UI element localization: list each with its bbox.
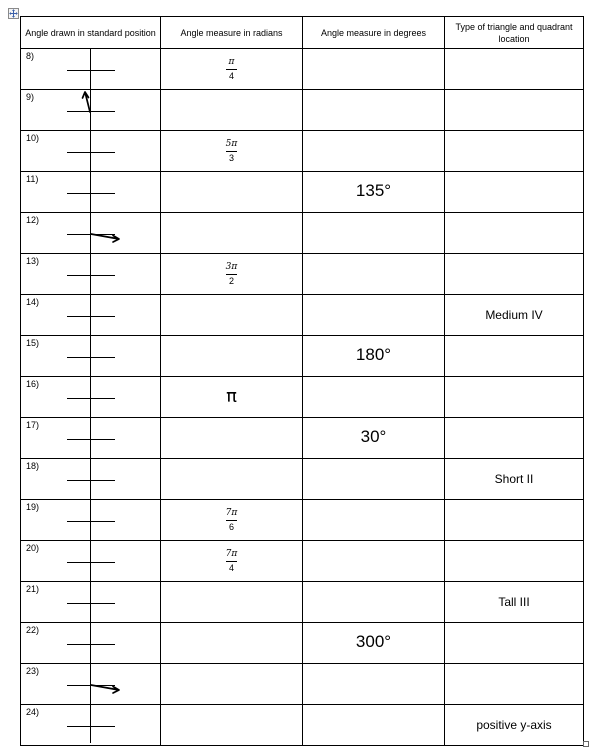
triangle-type-cell[interactable]	[445, 541, 584, 582]
radians-cell[interactable]	[161, 623, 303, 664]
table-row	[21, 131, 584, 172]
table-row	[21, 377, 584, 418]
fraction-numerator: 7π	[225, 549, 238, 559]
table-row	[21, 705, 584, 746]
table-row	[21, 172, 584, 213]
triangle-type-cell[interactable]	[445, 172, 584, 213]
table-row	[21, 418, 584, 459]
degrees-cell[interactable]	[303, 336, 445, 377]
triangle-type-cell[interactable]	[445, 459, 584, 500]
problem-number: 8)	[26, 51, 35, 61]
fraction-denominator: 6	[228, 522, 234, 532]
table-row	[21, 459, 584, 500]
initial-side-line	[67, 398, 115, 399]
vertical-axis-line	[90, 48, 91, 743]
degrees-cell[interactable]	[303, 254, 445, 295]
table-row	[21, 254, 584, 295]
problem-number: 14)	[26, 297, 40, 307]
triangle-type-cell[interactable]	[445, 295, 584, 336]
triangle-type-cell[interactable]	[445, 623, 584, 664]
problem-number: 10)	[26, 133, 40, 143]
degrees-cell[interactable]	[303, 541, 445, 582]
triangle-type-value: positive y-axis	[476, 718, 552, 732]
problem-number: 23)	[26, 666, 40, 676]
radians-cell[interactable]	[161, 49, 303, 90]
triangle-type-cell[interactable]	[445, 664, 584, 705]
initial-side-line	[67, 521, 115, 522]
fraction-numerator: 5π	[225, 139, 238, 149]
fraction-bar	[226, 274, 237, 275]
table-row	[21, 664, 584, 705]
problem-number: 11)	[26, 174, 39, 184]
triangle-type-cell[interactable]	[445, 254, 584, 295]
fraction-denominator: 3	[228, 153, 234, 163]
problem-number: 13)	[26, 256, 40, 266]
degrees-cell[interactable]	[303, 664, 445, 705]
degrees-cell[interactable]	[303, 213, 445, 254]
degrees-cell[interactable]	[303, 418, 445, 459]
triangle-type-cell[interactable]	[445, 90, 584, 131]
degrees-cell[interactable]	[303, 131, 445, 172]
initial-side-line	[67, 152, 115, 153]
table-row	[21, 500, 584, 541]
header-radians: Angle measure in radians	[161, 17, 303, 49]
problem-number: 18)	[26, 461, 40, 471]
degrees-cell[interactable]	[303, 49, 445, 90]
table-row	[21, 336, 584, 377]
problem-number: 22)	[26, 625, 40, 635]
radian-fraction	[161, 139, 302, 164]
triangle-type-value: Tall III	[498, 595, 530, 609]
initial-side-line	[67, 193, 115, 194]
radian-fraction	[161, 508, 302, 533]
triangle-type-cell[interactable]	[445, 49, 584, 90]
initial-side-line	[67, 562, 115, 563]
radians-cell[interactable]	[161, 582, 303, 623]
initial-side-line	[67, 726, 115, 727]
initial-side-line	[67, 439, 115, 440]
problem-number: 16)	[26, 379, 40, 389]
degrees-cell[interactable]	[303, 500, 445, 541]
degrees-cell[interactable]	[303, 623, 445, 664]
radians-cell[interactable]	[161, 377, 303, 418]
fraction-denominator: 4	[228, 71, 234, 81]
initial-side-line	[67, 357, 115, 358]
triangle-type-cell[interactable]	[445, 377, 584, 418]
fraction-bar	[226, 520, 237, 521]
radians-cell[interactable]	[161, 705, 303, 746]
problem-number: 19)	[26, 502, 40, 512]
fraction-denominator: 4	[228, 563, 234, 573]
triangle-type-cell[interactable]	[445, 336, 584, 377]
degrees-cell[interactable]	[303, 705, 445, 746]
problem-number: 12)	[26, 215, 40, 225]
table-row	[21, 49, 584, 90]
radians-cell[interactable]	[161, 459, 303, 500]
problem-number: 21)	[26, 584, 40, 594]
radian-value: π	[226, 386, 237, 407]
triangle-type-cell[interactable]	[445, 582, 584, 623]
initial-side-line	[67, 603, 115, 604]
initial-side-line	[67, 480, 115, 481]
table-row	[21, 295, 584, 336]
problem-number: 20)	[26, 543, 40, 553]
triangle-type-value: Short II	[494, 472, 534, 486]
triangle-type-cell[interactable]	[445, 418, 584, 459]
triangle-type-cell[interactable]	[445, 213, 584, 254]
radians-cell[interactable]	[161, 418, 303, 459]
table-row	[21, 582, 584, 623]
header-angle-drawn: Angle drawn in standard position	[21, 17, 161, 49]
radian-fraction	[161, 57, 302, 82]
header-triangle-type: Type of triangle and quadrant location	[445, 17, 584, 49]
radian-fraction	[161, 549, 302, 574]
fraction-denominator: 2	[228, 276, 234, 286]
problem-number: 9)	[26, 92, 35, 102]
fraction-bar	[226, 69, 237, 70]
fraction-numerator: 3π	[225, 262, 238, 272]
table-row	[21, 90, 584, 131]
radians-cell[interactable]	[161, 664, 303, 705]
fraction-bar	[226, 561, 237, 562]
terminal-arrow-right-icon	[21, 664, 161, 705]
degree-value: 180°	[355, 345, 392, 364]
radian-fraction	[161, 262, 302, 287]
radians-cell[interactable]	[161, 90, 303, 131]
radians-cell[interactable]	[161, 131, 303, 172]
radians-cell[interactable]	[161, 213, 303, 254]
degree-value: 300°	[355, 632, 392, 651]
degrees-cell[interactable]	[303, 90, 445, 131]
radians-cell[interactable]	[161, 172, 303, 213]
radians-cell[interactable]	[161, 295, 303, 336]
fraction-numerator: 7π	[225, 508, 238, 518]
degrees-cell[interactable]	[303, 582, 445, 623]
move-arrows-icon[interactable]	[8, 8, 19, 19]
problem-number: 17)	[26, 420, 40, 430]
degrees-cell[interactable]	[303, 172, 445, 213]
header-degrees: Angle measure in degrees	[303, 17, 445, 49]
triangle-type-cell[interactable]	[445, 500, 584, 541]
degrees-cell[interactable]	[303, 295, 445, 336]
table-row	[21, 213, 584, 254]
initial-side-line	[67, 275, 115, 276]
terminal-arrow-right-icon	[21, 213, 161, 254]
table-row	[21, 623, 584, 664]
initial-side-line	[67, 316, 115, 317]
table-row	[21, 541, 584, 582]
triangle-type-value: Medium IV	[485, 308, 543, 322]
problem-number: 24)	[26, 707, 40, 717]
resize-handle-icon[interactable]	[583, 741, 589, 747]
terminal-arrow-up-icon	[21, 90, 161, 131]
degree-value: 30°	[360, 427, 387, 446]
radians-cell[interactable]	[161, 500, 303, 541]
triangle-type-cell[interactable]	[445, 131, 584, 172]
header-row	[21, 17, 584, 49]
radians-cell[interactable]	[161, 541, 303, 582]
degrees-cell[interactable]	[303, 377, 445, 418]
radians-cell[interactable]	[161, 336, 303, 377]
radians-cell[interactable]	[161, 254, 303, 295]
initial-side-line	[67, 644, 115, 645]
degree-value: 135°	[355, 181, 392, 200]
triangle-type-cell[interactable]	[445, 705, 584, 746]
fraction-bar	[226, 151, 237, 152]
degrees-cell[interactable]	[303, 459, 445, 500]
problem-number: 15)	[26, 338, 40, 348]
initial-side-line	[67, 70, 115, 71]
fraction-numerator: π	[228, 57, 235, 67]
angles-table	[20, 16, 584, 746]
